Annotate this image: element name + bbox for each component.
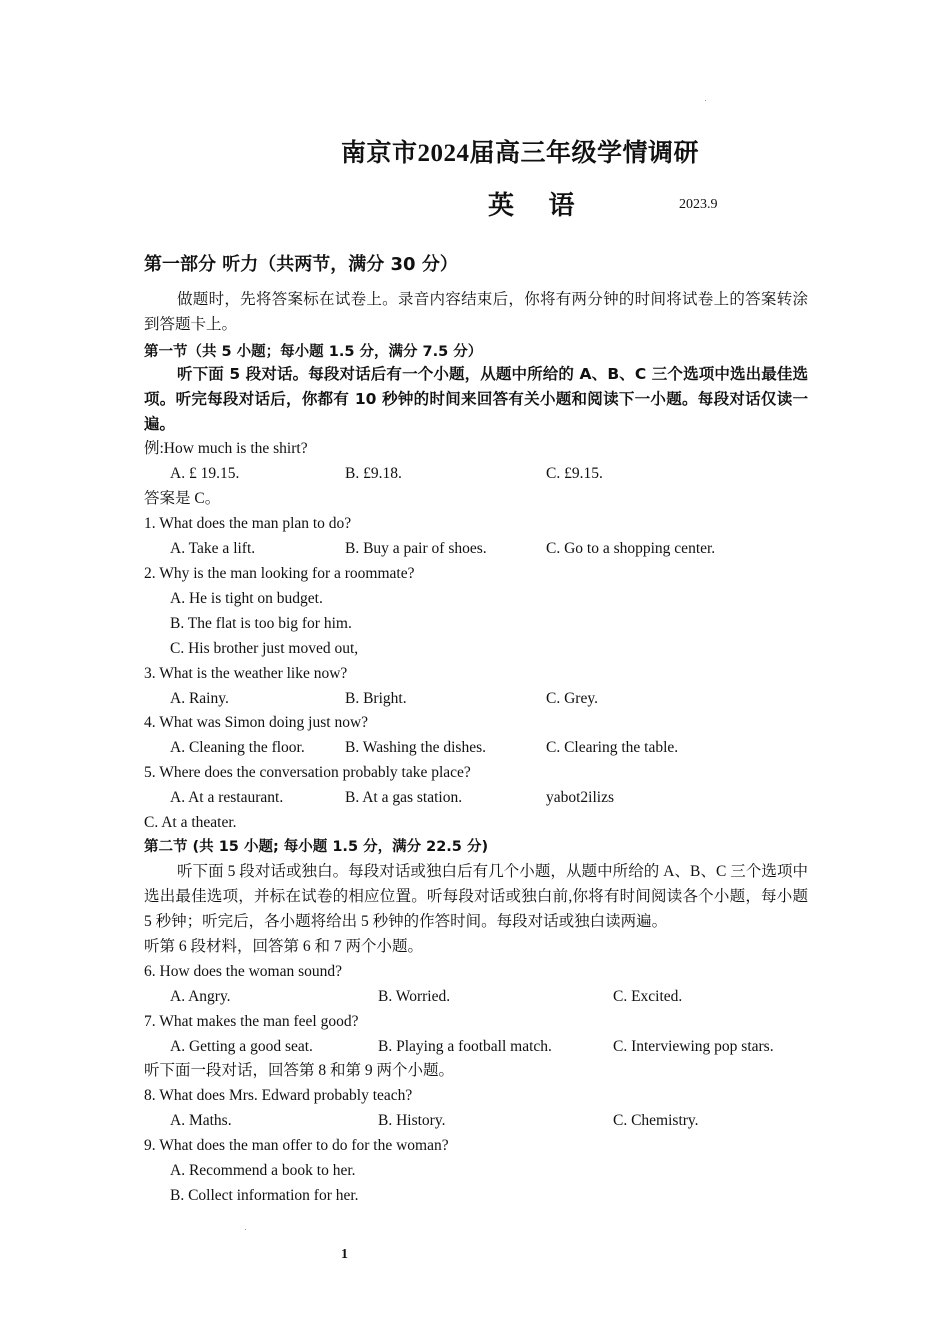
q4-option-c: C. Clearing the table.	[546, 739, 679, 756]
q8-option-c: C. Chemistry.	[613, 1112, 699, 1129]
q1-option-b: B. Buy a pair of shoes.	[345, 540, 487, 557]
q3-option-a: A. Rainy.	[170, 690, 229, 707]
question-5: 5. Where does the conversation probably take place?	[144, 764, 471, 781]
section1-heading: 第一节（共 5 小题；每小题 1.5 分，满分 7.5 分）	[144, 344, 483, 360]
q5-option-a: A. At a restaurant.	[170, 789, 284, 806]
question-7: 7. What makes the man feel good?	[144, 1013, 359, 1030]
q7-option-a: A. Getting a good seat.	[170, 1038, 313, 1055]
q1-option-c: C. Go to a shopping center.	[546, 540, 716, 557]
question-4: 4. What was Simon doing just now?	[144, 714, 369, 731]
q7-option-b: B. Playing a football match.	[378, 1038, 552, 1055]
example-option-c: C. £9.15.	[546, 465, 603, 482]
q7-option-c: C. Interviewing pop stars.	[613, 1038, 774, 1055]
q9-option-a: A. Recommend a book to her.	[170, 1162, 356, 1179]
q1-option-a: A. Take a lift.	[170, 540, 256, 557]
question-2: 2. Why is the man looking for a roommate?	[144, 565, 415, 582]
page-number: 1	[341, 1247, 348, 1262]
scan-speck	[705, 100, 706, 101]
section2-instructions: 听下面 5 段对话或独白。每段对话或独白后有几个小题，从题中所给的 A、B、C 三个选项中选出最佳选项，并标在试卷的相应位置。听每段对话或独白前,你将有时间阅读各个小题，每小题 5 秒钟；听完后，各小题将给出 5 秒钟的作答时间。每段对话或独白读两遍。	[144, 863, 808, 930]
example-answer: 答案是 C。	[144, 490, 221, 507]
exam-date: 2023.9	[679, 197, 718, 212]
question-8: 8. What does Mrs. Edward probably teach?	[144, 1087, 413, 1104]
q5-option-b: B. At a gas station.	[345, 789, 463, 806]
exam-subject: 英 语	[488, 191, 589, 220]
q2-option-a: A. He is tight on budget.	[170, 590, 323, 607]
q3-option-b: B. Bright.	[345, 690, 407, 707]
q2-option-b: B. The flat is too big for him.	[170, 615, 352, 632]
example-question: 例:How much is the shirt?	[144, 440, 308, 457]
material-6-instruction: 听第 6 段材料，回答第 6 和 7 两个小题。	[144, 938, 424, 955]
question-9: 9. What does the man offer to do for the woman?	[144, 1137, 449, 1154]
q8-option-b: B. History.	[378, 1112, 446, 1129]
q6-option-a: A. Angry.	[170, 988, 231, 1005]
section1-instructions: 听下面 5 段对话。每段对话后有一个小题，从题中所给的 A、B、C 三个选项中选出最佳选项。听完每段对话后，你都有 10 秒钟的时间来回答有关小题和阅读下一小题。每段对话仅读一遍。	[144, 365, 808, 433]
q4-option-b: B. Washing the dishes.	[345, 739, 486, 756]
q3-option-c: C. Grey.	[546, 690, 598, 707]
material-7-instruction: 听下面一段对话，回答第 8 和第 9 两个小题。	[144, 1062, 455, 1079]
q9-option-b: B. Collect information for her.	[170, 1187, 359, 1204]
q4-option-a: A. Cleaning the floor.	[170, 739, 305, 756]
question-3: 3. What is the weather like now?	[144, 665, 348, 682]
q6-option-b: B. Worried.	[378, 988, 451, 1005]
q5-option-c: C. At a theater.	[144, 814, 237, 831]
scan-speck	[245, 1229, 246, 1230]
question-1: 1. What does the man plan to do?	[144, 515, 352, 532]
q5-stray-text: yabot2ilizs	[546, 789, 615, 806]
q6-option-c: C. Excited.	[613, 988, 683, 1005]
q2-option-c: C. His brother just moved out,	[170, 640, 359, 657]
example-option-b: B. £9.18.	[345, 465, 402, 482]
part1-heading: 第一部分 听力（共两节，满分 30 分）	[144, 254, 458, 275]
exam-title: 南京市2024届高三年级学情调研	[340, 140, 699, 167]
question-6: 6. How does the woman sound?	[144, 963, 343, 980]
section2-heading: 第二节 (共 15 小题; 每小题 1.5 分，满分 22.5 分)	[144, 839, 489, 855]
part1-intro: 做题时，先将答案标在试卷上。录音内容结束后，你将有两分钟的时间将试卷上的答案转涂到答题卡上。	[144, 291, 808, 333]
example-option-a: A. £ 19.15.	[170, 465, 240, 482]
q8-option-a: A. Maths.	[170, 1112, 232, 1129]
